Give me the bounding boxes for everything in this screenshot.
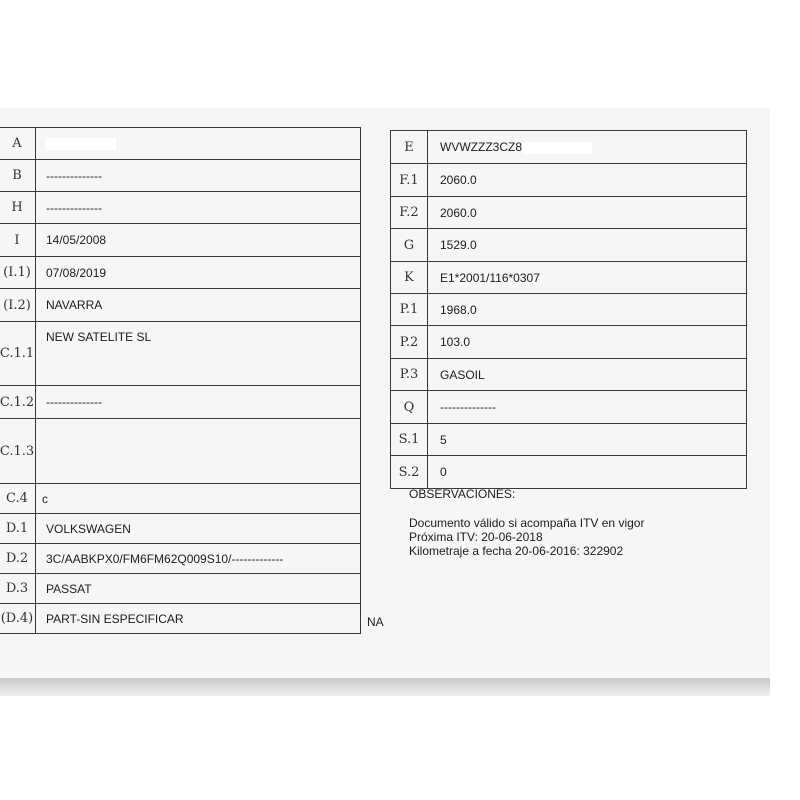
table-row [0, 544, 361, 574]
field-value: VOLKSWAGEN [36, 514, 361, 544]
table-row [0, 322, 361, 386]
field-code: D.2 [0, 544, 36, 574]
table-row [0, 419, 361, 484]
field-code: D.3 [0, 574, 36, 604]
table-row [391, 229, 747, 262]
field-code: P.2 [391, 326, 428, 359]
table-row [0, 224, 361, 257]
redacted-area [46, 138, 116, 150]
table-row [0, 386, 361, 419]
field-value: 07/08/2019 [36, 257, 361, 289]
registration-table-right [390, 130, 747, 489]
field-code: G [391, 229, 428, 262]
table-row [391, 456, 747, 489]
observations-line: Documento válido si acompaña ITV en vigor [409, 516, 645, 530]
table-row [0, 160, 361, 192]
field-code: F.2 [391, 197, 428, 229]
field-code: E [391, 131, 428, 164]
field-code: (I.1) [0, 257, 36, 289]
field-value: -------------- [36, 192, 361, 224]
field-code: C.1.1 [0, 322, 36, 386]
table-row [391, 294, 747, 326]
field-value [428, 131, 747, 164]
table-row [391, 131, 747, 164]
table-row [391, 164, 747, 197]
table-row [0, 128, 361, 160]
field-value: 1529.0 [428, 229, 747, 262]
field-value: NEW SATELITE SL [36, 322, 361, 386]
field-value: PASSAT [36, 574, 361, 604]
table-row [0, 484, 361, 514]
table-row [391, 326, 747, 359]
field-value: c [36, 484, 361, 514]
table-row [391, 197, 747, 229]
field-code: F.1 [391, 164, 428, 197]
table-row [391, 424, 747, 456]
field-code: B [0, 160, 36, 192]
page-edge-shadow [0, 678, 770, 696]
table-row [0, 257, 361, 289]
na-label: NA [367, 615, 384, 629]
table-row [0, 289, 361, 322]
field-code: P.3 [391, 359, 428, 391]
field-value: 2060.0 [428, 197, 747, 229]
field-value: 103.0 [428, 326, 747, 359]
field-value: -------------- [36, 386, 361, 419]
field-code: C.1.2 [0, 386, 36, 419]
field-code: C.4 [0, 484, 36, 514]
field-code: (I.2) [0, 289, 36, 322]
field-code: I [0, 224, 36, 257]
field-code: P.1 [391, 294, 428, 326]
field-code: C.1.3 [0, 419, 36, 484]
redacted-area [522, 142, 592, 154]
table-row [391, 391, 747, 424]
observations-line: Próxima ITV: 20-06-2018 [409, 530, 543, 544]
field-code: S.1 [391, 424, 428, 456]
observations-title: OBSERVACIONES: [409, 487, 516, 501]
vin-value: WVWZZZ3CZ8 [440, 140, 522, 154]
field-value: 14/05/2008 [36, 224, 361, 257]
field-value: 3C/AABKPX0/FM6FM62Q009S10/------------- [36, 544, 361, 574]
table-row [0, 604, 361, 634]
field-value: 5 [428, 424, 747, 456]
field-value: E1*2001/116*0307 [428, 262, 747, 294]
field-value: PART-SIN ESPECIFICAR [36, 604, 361, 634]
observations-line: Kilometraje a fecha 20-06-2016: 322902 [409, 544, 624, 558]
field-value: -------------- [36, 160, 361, 192]
field-value: 2060.0 [428, 164, 747, 197]
field-value: GASOIL [428, 359, 747, 391]
observations-block [409, 487, 644, 558]
field-value: 1968.0 [428, 294, 747, 326]
table-row [0, 192, 361, 224]
table-row [391, 359, 747, 391]
field-code: K [391, 262, 428, 294]
field-value: 0 [428, 456, 747, 489]
table-row [0, 574, 361, 604]
field-value: -------------- [428, 391, 747, 424]
table-row [391, 262, 747, 294]
registration-table-left [0, 127, 361, 634]
field-code: H [0, 192, 36, 224]
field-code: (D.4) [0, 604, 36, 634]
field-value: NAVARRA [36, 289, 361, 322]
field-value [36, 419, 361, 484]
field-code: Q [391, 391, 428, 424]
field-code: S.2 [391, 456, 428, 489]
field-code: A [0, 128, 36, 160]
field-code: D.1 [0, 514, 36, 544]
table-row [0, 514, 361, 544]
field-value [36, 128, 361, 160]
